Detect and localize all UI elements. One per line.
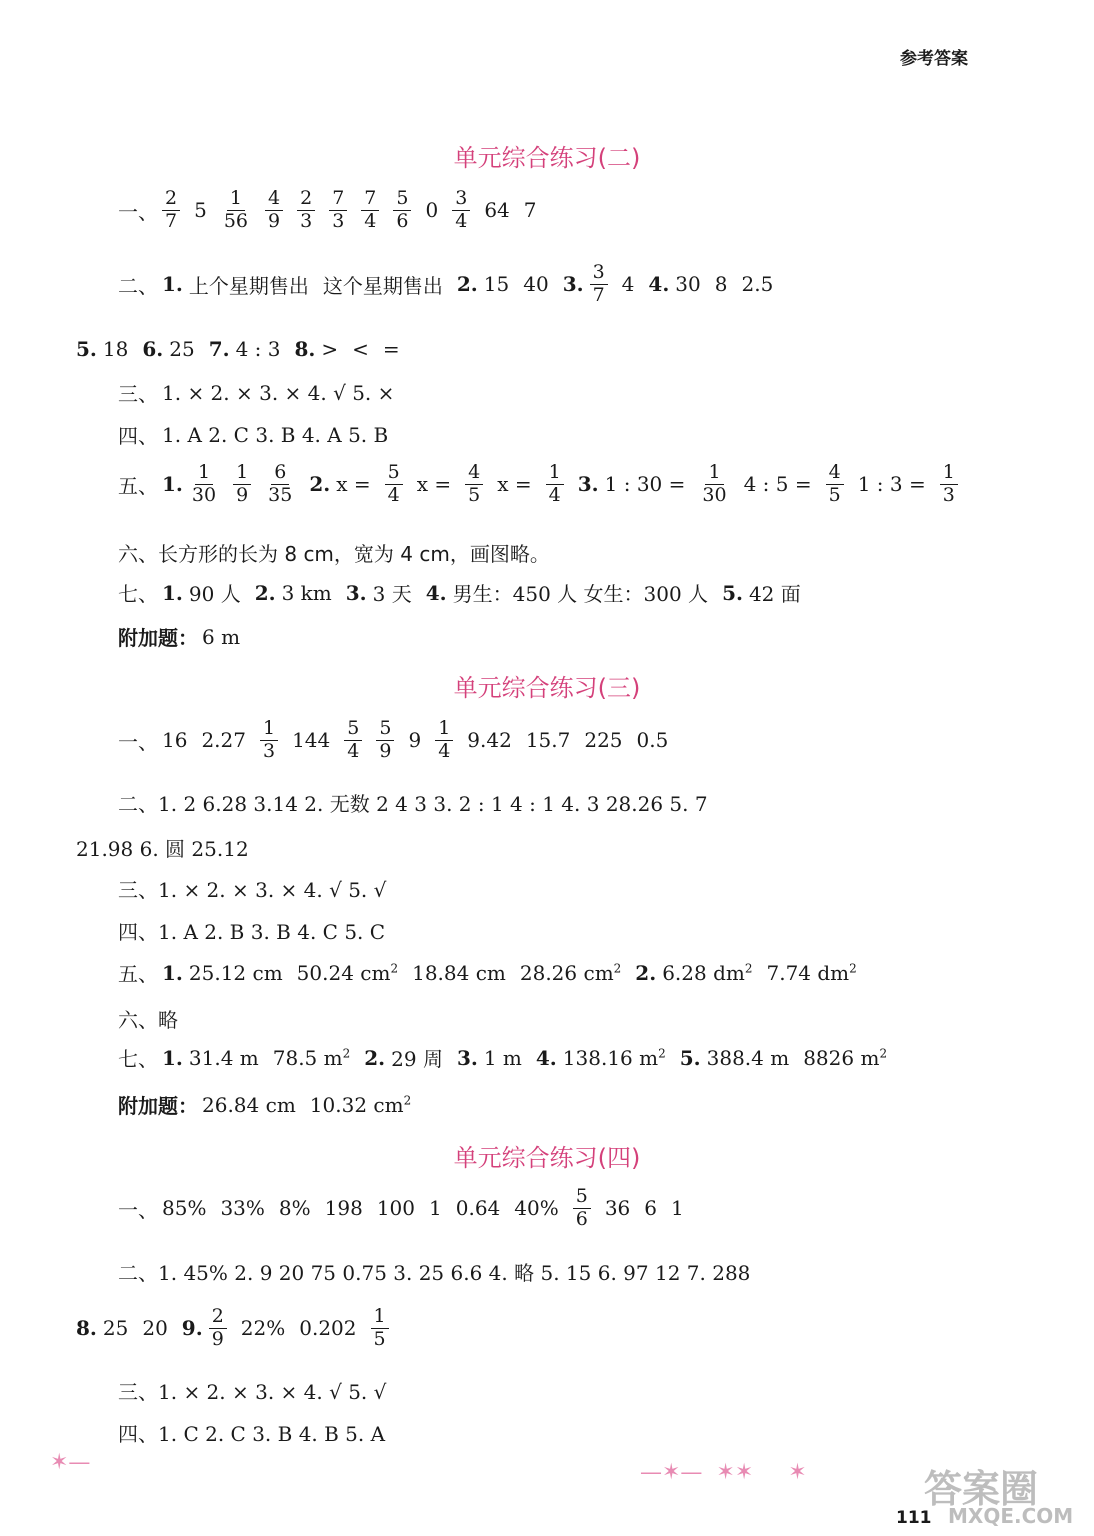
s2-q2-cont: 5. 18 6. 25 7. 4 : 3 8. > < = xyxy=(76,337,400,361)
section-title-2: 单元综合练习(二) xyxy=(453,144,641,172)
s4-q3: 三、1. × 2. × 3. × 4. √ 5. √ xyxy=(118,1380,387,1404)
watermark-logo: 答案圈 xyxy=(924,1467,1039,1511)
fraction: $\frac{2}{3}$ xyxy=(297,188,315,233)
fraction: $\frac{1}{3}$ xyxy=(260,718,278,763)
fraction: $\frac{1}{9}$ xyxy=(233,462,251,507)
fraction: $\frac{1}{3}$ xyxy=(940,462,958,507)
fraction: $\frac{4}{9}$ xyxy=(265,188,283,233)
s2-q6: 六、长方形的长为 8 cm，宽为 4 cm，画图略。 xyxy=(118,542,550,566)
s3-q7: 七、 1. 31.4 m 78.5 $m^2$ 2. 29 周 3. 1 m 4. 138.16 $m^2$ 5. 388.4 m 8826 $m^2$ xyxy=(118,1045,888,1071)
fraction: $\frac{4}{5}$ xyxy=(826,462,844,507)
header-label: 参考答案 xyxy=(900,49,968,69)
fraction: $\frac{7}{4}$ xyxy=(361,188,379,233)
s2-q7: 七、 1. 90 人 2. 3 km 3. 3 天 4. 男生：450 人 女生：300 人 5. 42 面 xyxy=(118,580,801,606)
s3-q2: 二、1. 2 6.28 3.14 2. 无数 2 4 3 3. 2 : 1 4 : 1 4. 3 28.26 5. 7 xyxy=(118,792,708,816)
star-decoration-icon: ✶— xyxy=(50,1450,91,1475)
s4-q4: 四、1. C 2. C 3. B 4. B 5. A xyxy=(118,1422,386,1446)
s3-q5: 五、 1. 25.12 cm 50.24 $cm^2$ 18.84 cm 28.26 $cm^2$ 2. 6.28 $dm^2$ 7.74 $dm^2$ xyxy=(118,960,857,986)
fraction: $\frac{4}{5}$ xyxy=(465,462,483,507)
section-title-4: 单元综合练习(四) xyxy=(453,1144,641,1172)
fraction: $\frac{5}{4}$ xyxy=(344,718,362,763)
s2-q2: 二、 1. 上个星期售出 这个星期售出 2. 15 40 3. $\frac{3}{7}$ 4 4. 30 8 2.5 xyxy=(118,261,774,306)
fraction: $\frac{3}{7}$ xyxy=(590,262,608,307)
fraction: $\frac{6}{35}$ xyxy=(268,461,293,506)
s2-q3: 三、 1. × 2. × 3. × 4. √ 5. × xyxy=(118,380,395,406)
s3-q3: 三、1. × 2. × 3. × 4. √ 5. √ xyxy=(118,878,387,902)
fraction: $\frac{1}{5}$ xyxy=(371,1306,389,1351)
fraction: $\frac{1}{30}$ xyxy=(702,461,727,506)
s3-q1: 一、 16 2.27 $\frac{1}{3}$ 144 $\frac{5}{4}$ $\frac{5}{9}$ 9 $\frac{1}{4}$ 9.42 15.7 225 0.5 xyxy=(118,717,669,762)
watermark-url: MXQE.COM xyxy=(948,1504,1074,1528)
fraction: $\frac{5}{6}$ xyxy=(573,1186,591,1231)
star-decoration-icon: —✶— ✶✶ ✶ xyxy=(640,1460,807,1485)
s3-q2-cont: 21.98 6. 圆 25.12 xyxy=(76,837,249,861)
s4-q2-cont: 8. 25 20 9. $\frac{2}{9}$ 22% 0.202 $\frac{1}{5}$ xyxy=(76,1306,403,1351)
fraction: $\frac{2}{7}$ xyxy=(162,188,180,233)
fraction: $\frac{1}{4}$ xyxy=(546,462,564,507)
s3-q4: 四、1. A 2. B 3. B 4. C 5. C xyxy=(118,920,386,944)
fraction: $\frac{1}{4}$ xyxy=(435,718,453,763)
s4-q2: 二、1. 45% 2. 9 20 75 0.75 3. 25 6.6 4. 略 5. 15 6. 97 12 7. 288 xyxy=(118,1261,751,1285)
fraction: $\frac{5}{9}$ xyxy=(376,718,394,763)
fraction: $\frac{5}{6}$ xyxy=(393,188,411,233)
fraction: $\frac{3}{4}$ xyxy=(452,188,470,233)
fraction: $\frac{5}{4}$ xyxy=(385,462,403,507)
s2-q1: 一、 $\frac{2}{7}$ 5 $\frac{1}{56}$ $\frac{4}{9}$ $\frac{2}{3}$ $\frac{7}{3}$ $\frac{7}{4}$ $\frac{5}{6}$ 0 $\frac{3}{4}$ 64 7 xyxy=(118,187,537,232)
fraction: $\frac{1}{30}$ xyxy=(191,461,217,506)
s2-extra: 附加题： 6 m xyxy=(118,624,241,650)
s2-q4: 四、 1. A 2. C 3. B 4. A 5. B xyxy=(118,422,389,448)
fraction: $\frac{7}{3}$ xyxy=(329,188,347,233)
s4-q1: 一、 85% 33% 8% 198 100 1 0.64 40% $\frac{5}{6}$ 36 6 1 xyxy=(118,1185,684,1230)
s2-q5: 五、 1. $\frac{1}{30}$ $\frac{1}{9}$ $\frac{6}{35}$ 2. x = $\frac{5}{4}$ x = $\frac{4}{5}$ x = $\frac{1}{4}$ 3. 1 : 30 = $\frac{1}{30}$ 4 : 5 = $\frac{4}{5}$ 1 : 3 = $\frac{1}{3}$ xyxy=(118,462,972,507)
s3-extra: 附加题： 26.84 cm 10.32 $cm^2$ xyxy=(118,1092,412,1118)
s3-q6: 六、略 xyxy=(118,1008,178,1032)
fraction: $\frac{1}{56}$ xyxy=(223,187,249,232)
page-number: 111 xyxy=(896,1508,932,1528)
section-title-3: 单元综合练习(三) xyxy=(453,674,641,702)
fraction: $\frac{2}{9}$ xyxy=(209,1306,227,1351)
